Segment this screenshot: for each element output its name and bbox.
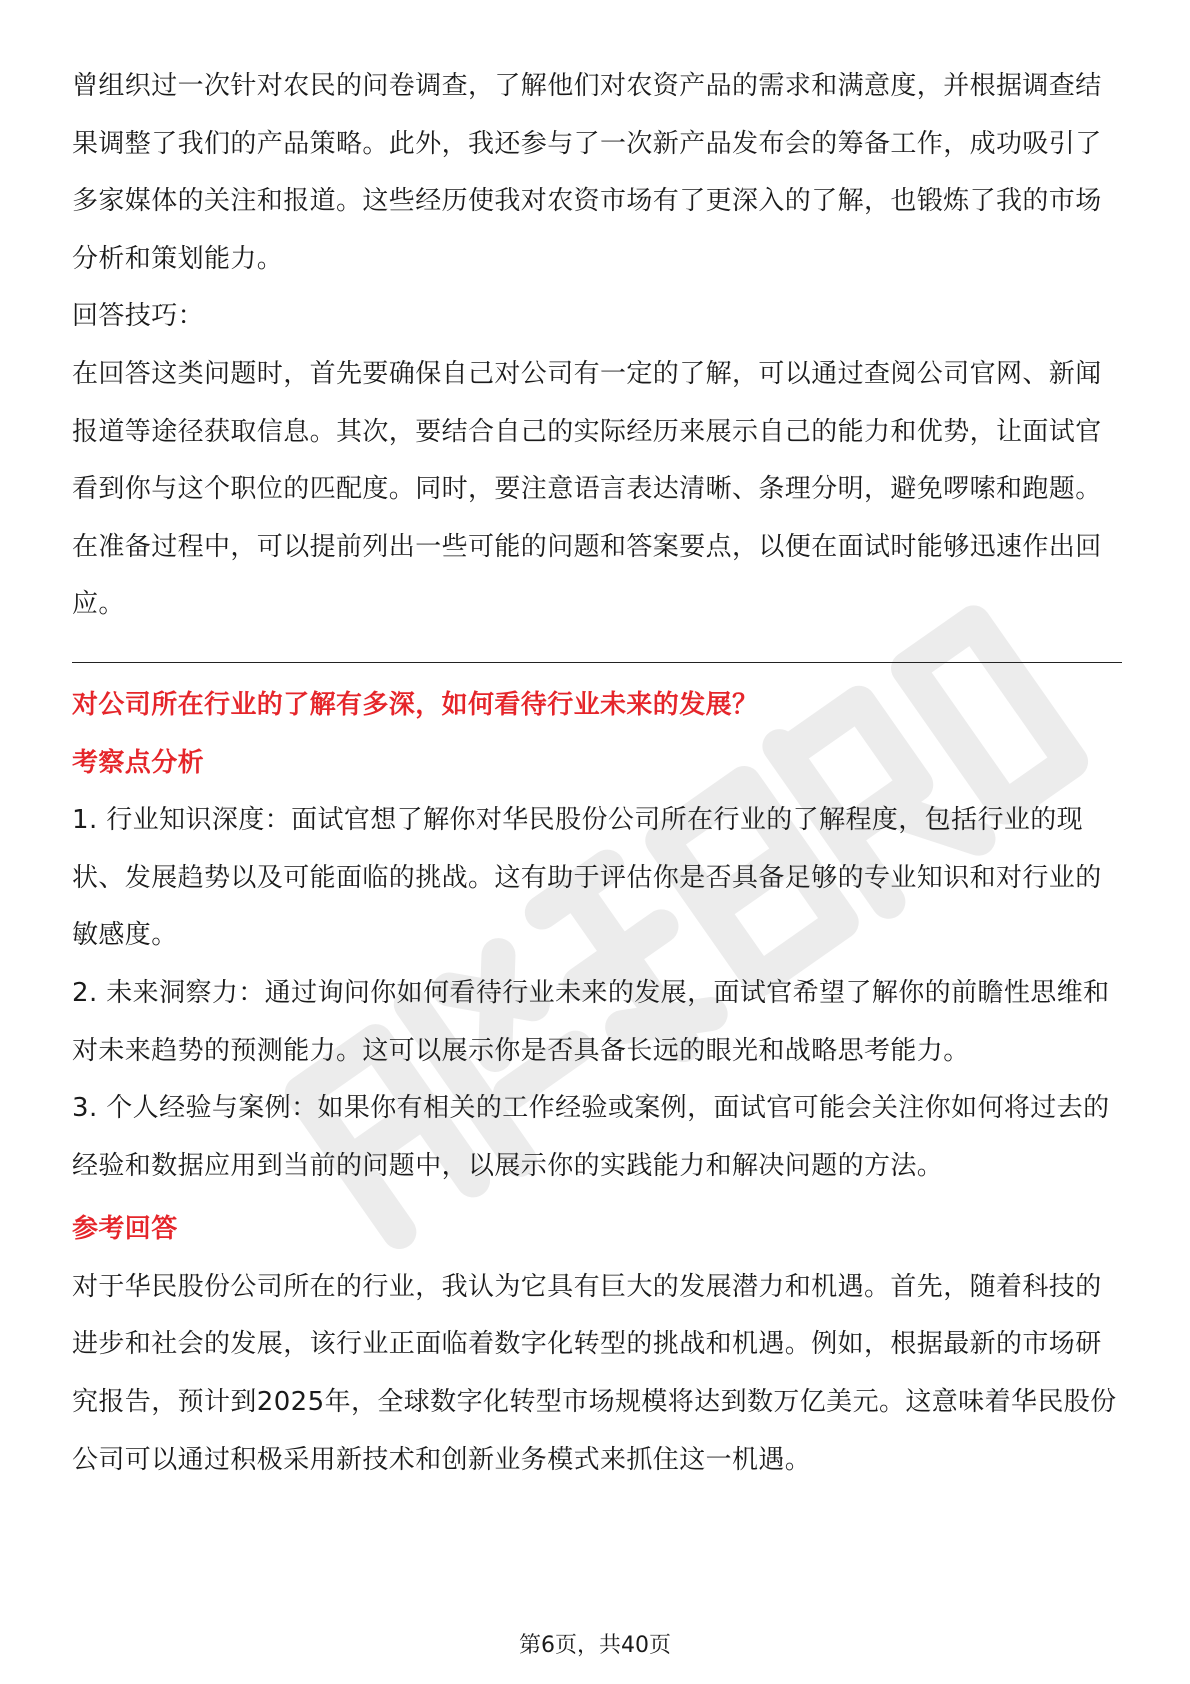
- answer-heading: 参考回答: [72, 1214, 178, 1245]
- tips-paragraph: 在回答这类问题时，首先要确保自己对公司有一定的了解，可以通过查阅公司官网、新闻报道等途径获取信息。其次，要结合自己的实际经历来展示自己的能力和优势，让面试官看到你与这个职位的匹配度。同时，要注意语言表达清晰、条理分明，避免啰嗦和跑题。在准备过程中，可以提前列出一些可能的问题和答案要点，以便在面试时能够迅速作出回应。: [72, 358, 1102, 620]
- intro-paragraph: 曾组织过一次针对农民的问卷调查，了解他们对农资产品的需求和满意度，并根据调查结果调整了我们的产品策略。此外，我还参与了一次新产品发布会的筹备工作，成功吸引了多家媒体的关注和报道。这些经历使我对农资市场有了更深入的了解，也锻炼了我的市场分析和策划能力。: [72, 71, 1102, 274]
- analysis-point-3: 3. 个人经验与案例：如果你有相关的工作经验或案例，面试官可能会关注你如何将过去的经验和数据应用到当前的问题中，以展示你的实践能力和解决问题的方法。: [72, 1093, 1110, 1181]
- question-title: 对公司所在行业的了解有多深，如何看待行业未来的发展？: [72, 689, 759, 720]
- tips-label: 回答技巧：: [72, 301, 205, 332]
- answer-paragraph: 对于华民股份公司所在的行业，我认为它具有巨大的发展潜力和机遇。首先，随着科技的进步和社会的发展，该行业正面临着数字化转型的挑战和机遇。例如，根据最新的市场研究报告，预计到2025年，全球数字化转型市场规模将达到数万亿美元。这意味着华民股份公司可以通过积极采用新技术和创新业务模式来抓住这一机遇。: [72, 1271, 1117, 1475]
- section-divider: [72, 662, 1122, 663]
- analysis-point-2: 2. 未来洞察力：通过询问你如何看待行业未来的发展，面试官希望了解你的前瞻性思维和对未来趋势的预测能力。这可以展示你是否具备长远的眼光和战略思考能力。: [72, 977, 1110, 1066]
- document-page: [72, 58, 1122, 1489]
- page-number: 第6页，共40页: [519, 1633, 671, 1658]
- analysis-heading: 考察点分析: [72, 747, 205, 778]
- analysis-point-1: 1. 行业知识深度：面试官想了解你对华民股份公司所在行业的了解程度，包括行业的现状、发展趋势以及可能面临的挑战。这有助于评估你是否具备足够的专业知识和对行业的敏感度。: [72, 805, 1102, 951]
